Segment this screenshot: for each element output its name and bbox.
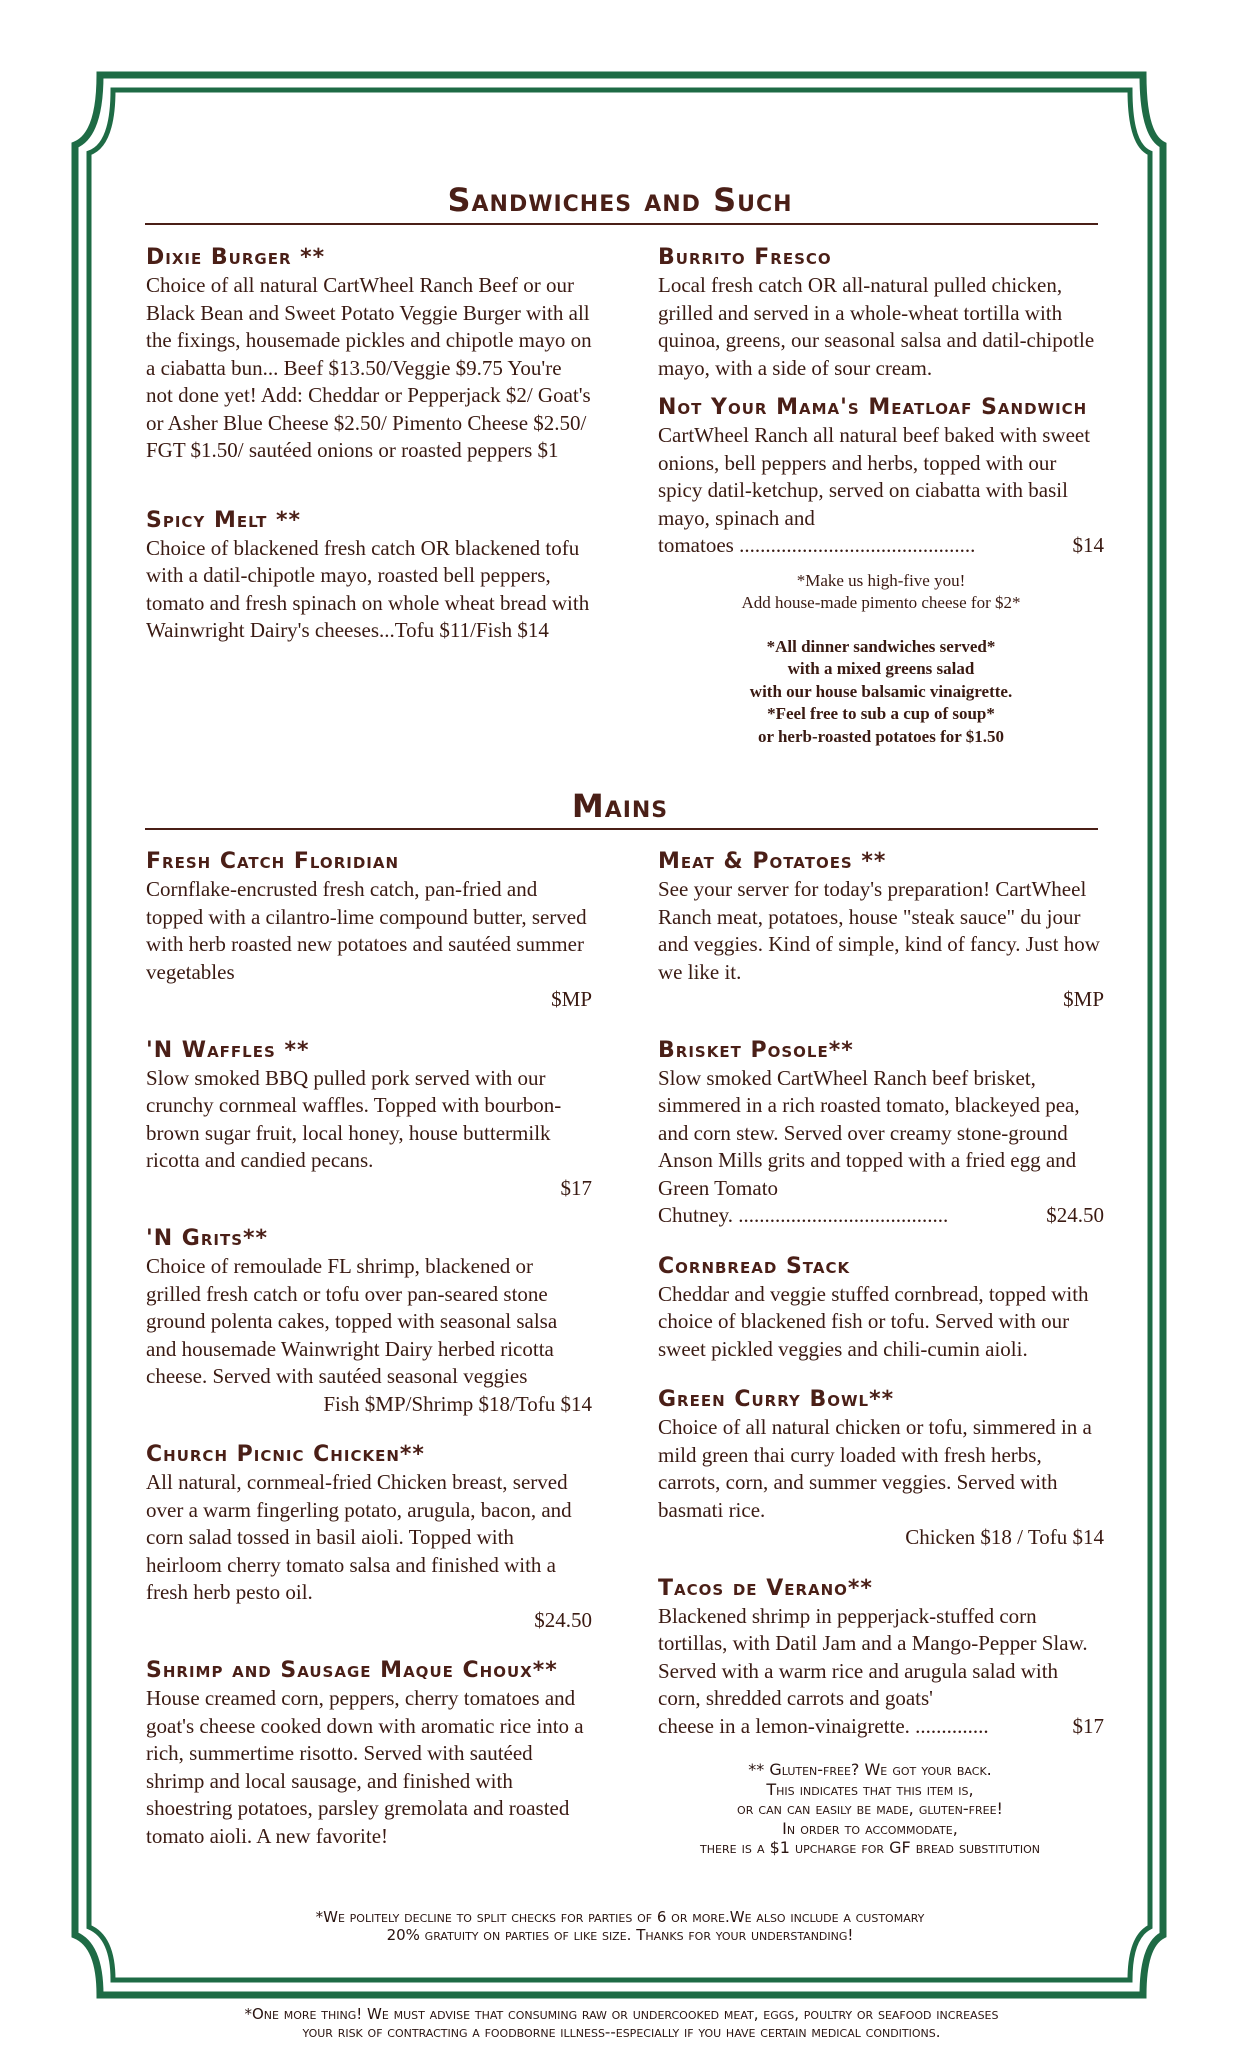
menu-item-spicy-melt	[146, 507, 592, 645]
item-description: Choice of all natural CartWheel Ranch Beef or our Black Bean and Sweet Potato Veggie Burger with all the fixings, housemade pickles and chipotle mayo on a ciabatta bun... Beef $13.50/Veggie $9.75 You're not done yet! Add: Cheddar or Pepperjack $2/ Goat's or Asher Blue Cheese $2.50/ Pimento Cheese $2.50/ FGT $1.50/ sautéed onions or roasted peppers $1	[146, 273, 592, 462]
item-price: Fish $MP/Shrimp $18/Tofu $14	[323, 1391, 592, 1416]
item-name: Cornbread Stack	[658, 1253, 851, 1279]
item-name: Fresh Catch Floridian	[146, 849, 400, 874]
item-description: Cheddar and veggie stuffed cornbread, topped with choice of blackened fish or tofu. Served with our sweet pickled veggies and chili-cumin aioli.	[658, 1281, 1089, 1361]
item-name: 'N Grits**	[146, 1226, 269, 1251]
item-price: $MP	[551, 987, 592, 1011]
item-name: Tacos de Verano**	[658, 1575, 873, 1601]
item-name: Green Curry Bowl**	[658, 1387, 895, 1412]
note-line: *All dinner sandwiches served*	[766, 636, 996, 656]
item-price: $24.50	[1046, 1203, 1104, 1227]
note-line: with our house balsamic vinaigrette.	[749, 681, 1013, 701]
item-leader: Chutney. ........................................	[658, 1203, 949, 1227]
menu-item-meatloaf-sandwich	[658, 394, 1104, 560]
note-line: there is a $1 upcharge for GF bread substitution	[700, 1838, 1040, 1857]
item-description: Cornflake-encrusted fresh catch, pan-fried and topped with a cilantro-lime compound butter, served with herb roasted new potatoes and sautéed summer vegetables	[146, 877, 587, 984]
item-name: Brisket Posole**	[658, 1037, 854, 1063]
item-description: House creamed corn, peppers, cherry tomatoes and goat's cheese cooked down with aromatic rice into a rich, summertime risotto. Served with sautéed shrimp and local sausage, and finished with shoestring potatoes, parsley gremolata and roasted tomato aioli. A new favorite!	[146, 1686, 584, 1848]
item-name: Church Picnic Chicken**	[146, 1442, 425, 1467]
note-line: This indicates that this item is,	[766, 1779, 974, 1799]
menu-item-burrito-fresco	[658, 244, 1104, 382]
item-price: $17	[1072, 1713, 1104, 1738]
item-price: $24.50	[534, 1607, 592, 1632]
item-description: Slow smoked BBQ pulled pork served with our crunchy cornmeal waffles. Topped with bourbon-brown sugar fruit, local honey, house buttermilk ricotta and candied pecans.	[146, 1065, 562, 1172]
note-line: ** Gluten-free? We got your back.	[748, 1760, 992, 1779]
item-description: Local fresh catch OR all-natural pulled chicken, grilled and served in a whole-wheat tortilla with quinoa, greens, our seasonal salsa and datil-chipotle mayo, with a side of sour cream.	[658, 273, 1095, 380]
item-price: $17	[560, 1175, 592, 1200]
menu-item-fresh-catch-floridian	[146, 848, 592, 1014]
item-leader: tomatoes .............................................	[658, 533, 976, 557]
sandwiches-divider	[145, 223, 1098, 225]
menu-item-green-curry-bowl	[658, 1386, 1104, 1552]
mains-left-column	[146, 848, 592, 1873]
item-description: Blackened shrimp in pepperjack-stuffed corn tortillas, with Datil Jam and a Mango-Pepper Slaw. Served with a warm rice and arugula salad with corn, shredded carrots and goats'	[658, 1603, 1088, 1710]
item-price-line	[658, 532, 1104, 560]
item-name: 'N Waffles **	[146, 1037, 310, 1063]
sandwiches-left-column	[146, 244, 592, 668]
item-name: Spicy Melt **	[146, 507, 302, 533]
item-price: $14	[1072, 533, 1104, 557]
note-line: In order to accommodate,	[782, 1818, 958, 1838]
dinner-sandwich-note	[658, 636, 1104, 749]
item-price-line	[658, 1713, 1104, 1741]
gratuity-notice	[140, 1908, 1100, 1944]
notice-line: *We politely decline to split checks for parties of 6 or more.We also include a customary	[315, 1908, 925, 1926]
item-description: See your server for today's preparation! CartWheel Ranch meat, potatoes, house "steak sauce" du jour and veggies. Kind of simple, kind of fancy. Just how we like it.	[658, 877, 1100, 984]
note-line: *Feel free to sub a cup of soup*	[767, 704, 995, 723]
menu-item-n-grits	[146, 1225, 592, 1418]
sandwiches-right-column	[658, 244, 1104, 748]
menu-item-dixie-burger	[146, 244, 592, 465]
item-name: Burrito Fresco	[658, 245, 832, 270]
item-name: Dixie Burger **	[146, 245, 326, 270]
item-name: Meat & Potatoes **	[658, 849, 887, 874]
note-line: *Make us high-five you!	[796, 570, 966, 590]
item-description: Choice of all natural chicken or tofu, simmered in a mild green thai curry loaded with fresh herbs, carrots, corn, and summer veggies. Served with basmati rice.	[658, 1415, 1092, 1522]
item-description: All natural, cornmeal-fried Chicken breast, served over a warm fingerling potato, arugula, bacon, and corn salad tossed in basil aioli. Topped with heirloom cherry tomato salsa and finished with a fresh herb pesto oil.	[146, 1470, 572, 1604]
item-price-line	[658, 1202, 1104, 1230]
menu-item-n-waffles	[146, 1037, 592, 1203]
note-line: or can can easily be made, gluten-free!	[737, 1799, 1003, 1818]
menu-item-meat-and-potatoes	[658, 848, 1104, 1014]
mains-section-title: Mains	[571, 787, 669, 825]
note-line: or herb-roasted potatoes for $1.50	[757, 726, 1004, 746]
menu-item-shrimp-sausage-maque-choux	[146, 1657, 592, 1850]
item-description: Slow smoked CartWheel Ranch beef brisket, simmered in a rich roasted tomato, blackeyed pea, and corn stew. Served over creamy stone-ground Anson Mills grits and topped with a fried egg and Green Tomato	[658, 1065, 1080, 1200]
foodborne-advisory	[60, 2005, 1183, 2041]
notice-line: your risk of contracting a foodborne illness--especially if you have certain medical conditions.	[302, 2023, 941, 2041]
menu-item-cornbread-stack	[658, 1253, 1104, 1364]
item-name: Shrimp and Sausage Maque Choux**	[146, 1658, 558, 1683]
menu-item-brisket-posole	[658, 1037, 1104, 1230]
item-leader: cheese in a lemon-vinaigrette. ..............	[658, 1713, 989, 1738]
meatloaf-addon-note	[658, 570, 1104, 614]
sandwiches-section-title: Sandwiches and Such	[447, 181, 793, 219]
mains-divider	[145, 828, 1098, 830]
note-line: Add house-made pimento cheese for $2*	[741, 592, 1021, 612]
notice-line: *One more thing! We must advise that consuming raw or undercooked meat, eggs, poultry or seafood increases	[244, 2005, 999, 2023]
mains-right-column	[658, 848, 1104, 1763]
item-price: Chicken $18 / Tofu $14	[905, 1525, 1104, 1549]
note-line: with a mixed greens salad	[787, 659, 975, 678]
item-price: $MP	[1063, 987, 1104, 1011]
item-description: CartWheel Ranch all natural beef baked with sweet onions, bell peppers and herbs, topped with our spicy datil-ketchup, served on ciabatta with basil mayo, spinach and	[658, 423, 1091, 530]
menu-item-tacos-de-verano	[658, 1575, 1104, 1741]
gluten-free-note	[600, 1760, 1140, 1858]
notice-line: 20% gratuity on parties of like size. Thanks for your understanding!	[386, 1926, 854, 1944]
item-description: Choice of blackened fresh catch OR blackened tofu with a datil-chipotle mayo, roasted bell peppers, tomato and fresh spinach on whole wheat bread with Wainwright Dairy's cheeses...Tofu $11/Fish $14	[146, 535, 590, 642]
menu-item-church-picnic-chicken	[146, 1441, 592, 1634]
item-description: Choice of remoulade FL shrimp, blackened or grilled fresh catch or tofu over pan-seared stone ground polenta cakes, topped with seasonal salsa and housemade Wainwright Dairy herbed ricotta cheese. Served with sautéed seasonal veggies	[146, 1254, 558, 1388]
item-name: Not Your Mama's Meatloaf Sandwich	[658, 395, 1088, 420]
